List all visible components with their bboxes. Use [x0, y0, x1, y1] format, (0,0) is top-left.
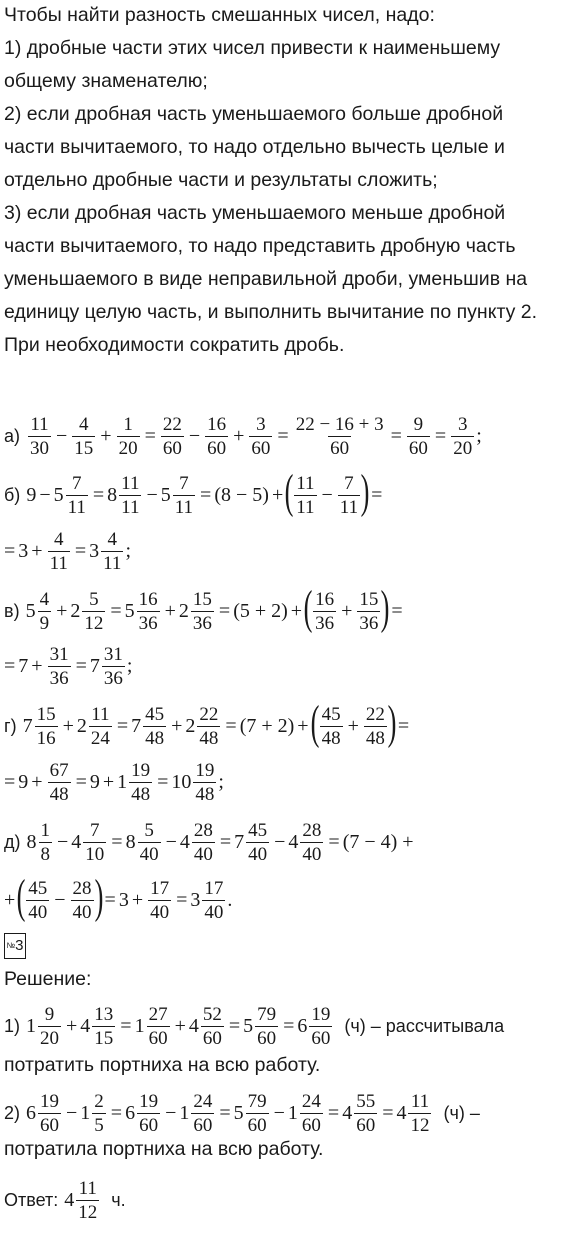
- fraction: $\frac{19}{60}$: [311, 1003, 331, 1049]
- fraction: $\frac{24}{60}$: [193, 1090, 213, 1136]
- fraction: $\frac{19}{60}$: [40, 1090, 60, 1136]
- rule-line-10: единицу целую часть, и выполнить вычитание по пункту 2.: [4, 301, 538, 323]
- fraction: $\frac{22 - 16 + 3}{60}$: [295, 413, 384, 459]
- example-g-line-1: г) 7 $\frac{15}{16}$ + 2 $\frac{11}{24}$ = 7 $\frac{45}{48}$ + 2 $\frac{22}{48}$ = (7 + 2) + ( $\frac{45}{48}$ + $\frac{22}{48}$ ) =: [4, 696, 410, 749]
- fraction: $\frac{45}{48}$: [145, 703, 165, 749]
- fraction: $\frac{31}{36}$: [49, 643, 69, 689]
- fraction: $\frac{5}{40}$: [139, 819, 159, 865]
- fraction: $\frac{11}{12}$: [410, 1090, 430, 1136]
- example-d-line-2: + ( $\frac{45}{40}$ − $\frac{28}{40}$ ) = 3 + $\frac{17}{40}$ = 3 $\frac{17}{40}$ .: [4, 870, 233, 923]
- fraction: $\frac{11}{11}$: [296, 472, 315, 518]
- fraction: $\frac{7}{11}$: [174, 472, 194, 518]
- example-a: а) $\frac{11}{30}$ − $\frac{4}{15}$ + $\frac{1}{20}$ = $\frac{22}{60}$ − $\frac{16}{60}$ + $\frac{3}{60}$ = $\frac{22 - 16 + 3}{60}$ = $\frac{9}{60}$ = $\frac{3}{20}$ ;: [4, 413, 482, 459]
- fraction: $\frac{7}{11}$: [67, 472, 86, 518]
- fraction: $\frac{22}{48}$: [365, 703, 385, 749]
- fraction: $\frac{2}{5}$: [94, 1090, 104, 1136]
- fraction: $\frac{7}{10}$: [85, 819, 105, 865]
- fraction: $\frac{4}{11}$: [49, 528, 68, 574]
- solution-step-2: 2) 6 $\frac{19}{60}$ − 1 $\frac{2}{5}$ = 6 $\frac{19}{60}$ − 1 $\frac{24}{60}$ = 5 $\frac{79}{60}$ − 1 $\frac{24}{60}$ = 4 $\frac{55}{60}$ = 4 $\frac{11}{12}$ (ч) –: [4, 1090, 480, 1136]
- fraction: $\frac{7}{11}$: [339, 472, 359, 518]
- fraction: $\frac{67}{48}$: [49, 759, 69, 805]
- example-v-line-1: в) 5 $\frac{4}{9}$ + 2 $\frac{5}{12}$ = 5 $\frac{16}{36}$ + 2 $\frac{15}{36}$ = (5 + 2) + ( $\frac{16}{36}$ + $\frac{15}{36}$ ) =: [4, 581, 403, 634]
- fraction: $\frac{28}{40}$: [302, 819, 322, 865]
- fraction: $\frac{28}{40}$: [193, 819, 213, 865]
- example-v-line-2: = 7 + $\frac{31}{36}$ = 7 $\frac{31}{36}$ ;: [4, 643, 133, 689]
- fraction: $\frac{5}{12}$: [84, 588, 104, 634]
- rule-line-7: 3) если дробная часть уменьшаемого меньше дробной: [4, 202, 506, 224]
- fraction: $\frac{55}{60}$: [356, 1090, 376, 1136]
- fraction: $\frac{19}{48}$: [195, 759, 215, 805]
- fraction: $\frac{16}{60}$: [207, 413, 227, 459]
- fraction: $\frac{19}{60}$: [139, 1090, 159, 1136]
- fraction: $\frac{45}{48}$: [321, 703, 341, 749]
- rule-line-2: 1) дробные части этих чисел привести к наименьшему: [4, 37, 501, 59]
- rule-line-3: общему знаменателю;: [4, 70, 208, 92]
- fraction: $\frac{31}{36}$: [103, 643, 123, 689]
- step-2-text: потратила портниха на всю работу.: [4, 1138, 324, 1160]
- fraction: $\frac{16}{36}$: [315, 588, 335, 634]
- fraction: $\frac{3}{60}$: [251, 413, 271, 459]
- rule-line-6: отдельно дробные части и результаты сложить;: [4, 169, 438, 191]
- fraction: $\frac{22}{60}$: [162, 413, 182, 459]
- fraction: $\frac{1}{8}$: [40, 819, 50, 865]
- fraction: $\frac{17}{40}$: [204, 877, 224, 923]
- fraction: $\frac{4}{15}$: [74, 413, 94, 459]
- fraction: $\frac{9}{60}$: [408, 413, 428, 459]
- rule-line-4: 2) если дробная часть уменьшаемого больше дробной: [4, 103, 504, 125]
- fraction: $\frac{19}{48}$: [131, 759, 151, 805]
- fraction: $\frac{79}{60}$: [247, 1090, 267, 1136]
- rule-line-8: части вычитаемого, то надо представить дробную часть: [4, 235, 516, 257]
- rule-line-1: Чтобы найти разность смешанных чисел, надо:: [4, 4, 435, 26]
- rule-line-5: части вычитаемого, то надо отдельно вычесть целые и: [4, 136, 505, 158]
- fraction: $\frac{4}{9}$: [39, 588, 50, 634]
- fraction: $\frac{27}{60}$: [148, 1003, 168, 1049]
- solution-label: Решение:: [4, 968, 92, 990]
- example-b-line-1: б) 9 − 5 $\frac{7}{11}$ = 8 $\frac{11}{11}$ − 5 $\frac{7}{11}$ = (8 − 5) + ( $\frac{11}{11}$ − $\frac{7}{11}$ ) =: [4, 465, 383, 518]
- fraction: $\frac{11}{24}$: [90, 703, 110, 749]
- fraction: $\frac{11}{30}$: [30, 413, 50, 459]
- fraction: $\frac{9}{20}$: [40, 1003, 60, 1049]
- answer-line: Ответ: 4 $\frac{11}{12}$ ч.: [4, 1177, 126, 1223]
- fraction: $\frac{17}{40}$: [150, 877, 170, 923]
- fraction: $\frac{4}{11}$: [103, 528, 122, 574]
- task-number-badge: №3: [4, 933, 26, 959]
- rule-line-11: При необходимости сократить дробь.: [4, 334, 345, 356]
- fraction: $\frac{11}{12}$: [78, 1177, 98, 1223]
- fraction: $\frac{1}{20}$: [118, 413, 138, 459]
- example-d-line-1: д) 8 $\frac{1}{8}$ − 4 $\frac{7}{10}$ = 8 $\frac{5}{40}$ − 4 $\frac{28}{40}$ = 7 $\frac{45}{40}$ − 4 $\frac{28}{40}$ = (7 − 4) +: [4, 819, 414, 865]
- fraction: $\frac{3}{20}$: [453, 413, 473, 459]
- fraction: $\frac{11}{11}$: [121, 472, 140, 518]
- fraction: $\frac{24}{60}$: [301, 1090, 321, 1136]
- fraction: $\frac{15}{16}$: [36, 703, 56, 749]
- fraction: $\frac{45}{40}$: [28, 877, 48, 923]
- fraction: $\frac{22}{48}$: [199, 703, 219, 749]
- fraction: $\frac{16}{36}$: [138, 588, 158, 634]
- fraction: $\frac{15}{36}$: [192, 588, 212, 634]
- example-g-line-2: = 9 + $\frac{67}{48}$ = 9 + 1 $\frac{19}{48}$ = 10 $\frac{19}{48}$ ;: [4, 759, 224, 805]
- fraction: $\frac{52}{60}$: [202, 1003, 222, 1049]
- fraction: $\frac{28}{40}$: [72, 877, 92, 923]
- fraction: $\frac{15}{36}$: [359, 588, 379, 634]
- rule-line-9: уменьшаемого в виде неправильной дроби, уменьшив на: [4, 268, 528, 290]
- fraction: $\frac{13}{15}$: [94, 1003, 114, 1049]
- solution-step-1: 1) 1 $\frac{9}{20}$ + 4 $\frac{13}{15}$ = 1 $\frac{27}{60}$ + 4 $\frac{52}{60}$ = 5 $\frac{79}{60}$ = 6 $\frac{19}{60}$ (ч) – рассчитывала: [4, 1003, 505, 1049]
- fraction: $\frac{45}{40}$: [248, 819, 268, 865]
- step-1-text: потратить портниха на всю работу.: [4, 1054, 321, 1076]
- fraction: $\frac{79}{60}$: [257, 1003, 277, 1049]
- example-b-line-2: = 3 + $\frac{4}{11}$ = 3 $\frac{4}{11}$ ;: [4, 528, 131, 574]
